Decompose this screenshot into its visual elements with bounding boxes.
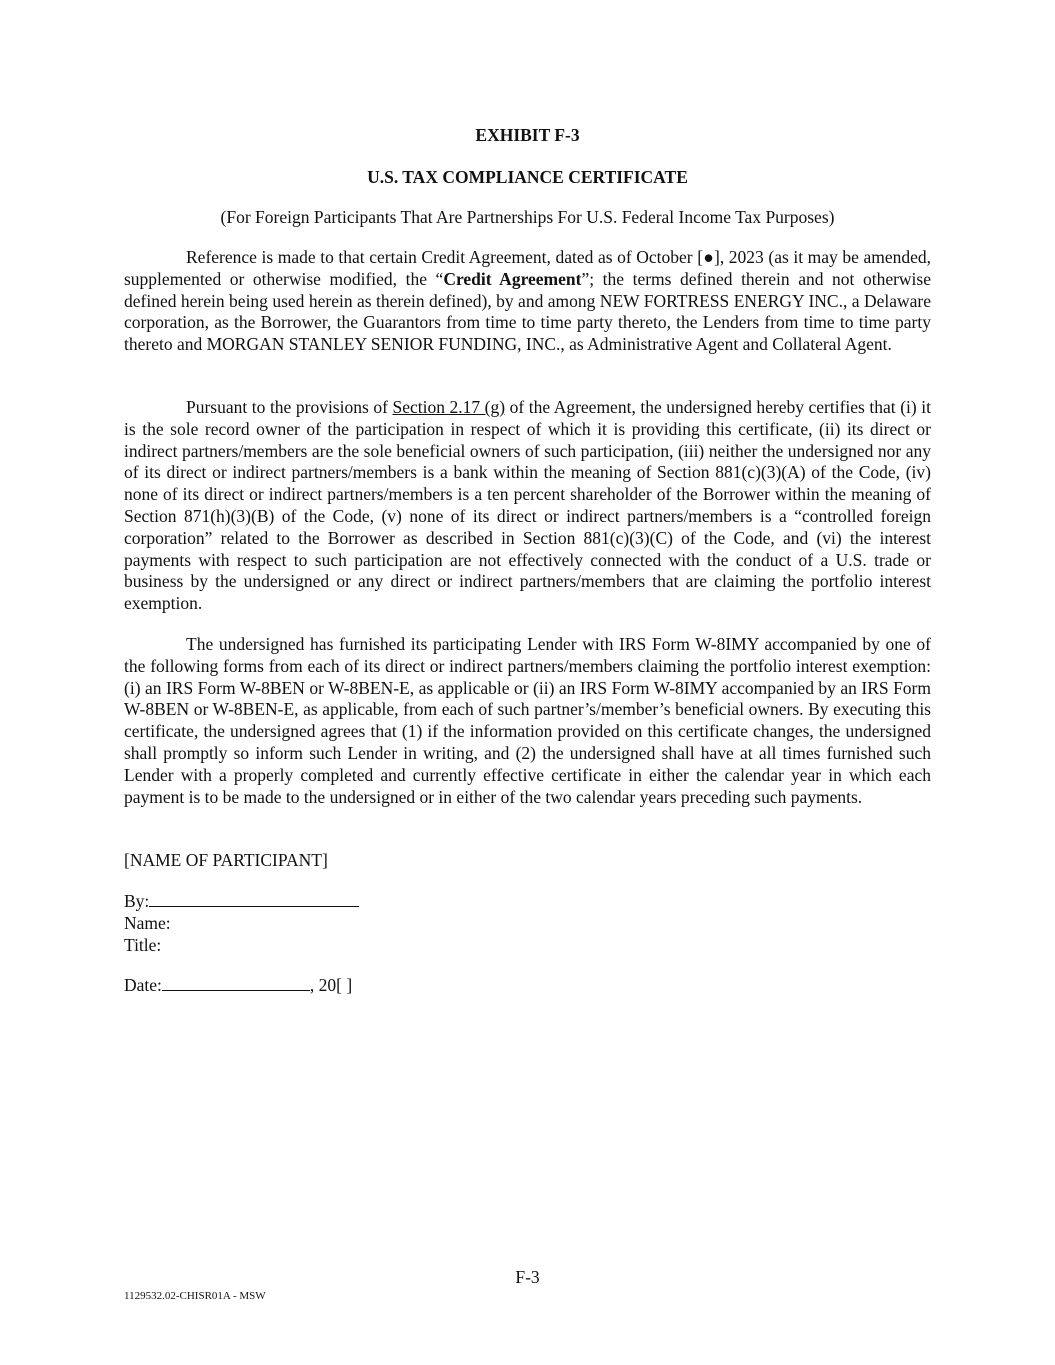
name-label: Name: bbox=[124, 913, 171, 933]
date-line bbox=[124, 974, 352, 996]
page-number: F-3 bbox=[515, 1267, 540, 1287]
by-label: By: bbox=[124, 891, 150, 911]
paragraph-certification-text-2: of the Agreement, the undersigned hereby certifies that (i) it is the sole record owner of the participation in respect of which it is providing this certificate, (ii) its direct or indirect partners/members are the sole beneficial owners of such participation, (iii) neither the undersigned nor any of its direct or indirect partners/members is a bank within the meaning of Section 881(c)(3)(A) of the Code, (iv) none of its direct or indirect partners/members is a ten percent shareholder of the Borrower within the meaning of Section 871(h)(3)(B) of the Code, (v) none of its direct or indirect partners/members is a “controlled foreign corporation” related to the Borrower as described in Section 881(c)(3)(C) of the Code, and (vi) the interest payments with respect to such participation are not effectively connected with the conduct of a U.S. trade or business by the undersigned or any direct or indirect partners/members that are claiming the portfolio interest exemption. bbox=[124, 397, 931, 614]
credit-agreement-defined-term: Credit Agreement bbox=[443, 268, 582, 289]
participant-name-placeholder: [NAME OF PARTICIPANT] bbox=[124, 850, 328, 870]
date-year-suffix: , 20[ ] bbox=[309, 975, 353, 995]
paragraph-forms: The undersigned has furnished its participating Lender with IRS Form W-8IMY accompanied by one of the following forms from each of its direct or indirect partners/members claiming the portfolio interest exemption: (i) an IRS Form W-8BEN or W-8BEN-E, as applicable or (ii) an IRS Form W-8IMY accompanied by an IRS Form W-8BEN or W-8BEN-E, as applicable, from each of such partner’s/member’s beneficial owners. By executing this certificate, the undersigned agrees that (1) if the information provided on this certificate changes, the undersigned shall promptly so inform such Lender in writing, and (2) the undersigned shall have at all times furnished such Lender with a properly completed and currently effective certificate in either the calendar year in which each payment is to be made to the undersigned or in either of the two calendar years preceding such payments. bbox=[124, 634, 931, 807]
signature-block bbox=[124, 890, 359, 956]
date-field[interactable] bbox=[162, 974, 310, 991]
signature-name-line bbox=[124, 912, 359, 934]
paragraph-certification-text-1: Pursuant to the provisions of bbox=[186, 397, 393, 417]
signature-title-line bbox=[124, 934, 359, 956]
section-reference-link: Section 2.17 (g) bbox=[392, 397, 506, 417]
by-signature-field[interactable] bbox=[149, 890, 359, 907]
signature-by-line bbox=[124, 890, 359, 912]
paragraph-reference bbox=[124, 247, 931, 356]
paragraph-reference-text-1: Reference is made to that certain Credit Agreement, dated as of October [●], 2023 (as it may be amended, supplemented or otherwise modified, the “ bbox=[124, 247, 931, 289]
paragraph-reference-text-2: ”; the terms defined therein and not otherwise defined herein being used herein as therein defined), by and among NEW FORTRESS ENERGY INC., a Delaware corporation, as the Borrower, the Guarantors from time to time party thereto, the Lenders from time to time party thereto and MORGAN STANLEY SENIOR FUNDING, INC., as Administrative Agent and Collateral Agent. bbox=[124, 268, 931, 355]
certificate-subtitle: (For Foreign Participants That Are Partnerships For U.S. Federal Income Tax Purposes) bbox=[220, 207, 835, 227]
certificate-title: U.S. TAX COMPLIANCE CERTIFICATE bbox=[367, 167, 688, 187]
title-label: Title: bbox=[124, 935, 162, 955]
exhibit-heading: EXHIBIT F-3 bbox=[475, 125, 580, 145]
document-id: 1129532.02-CHISR01A - MSW bbox=[124, 1290, 266, 1302]
paragraph-certification bbox=[124, 397, 931, 615]
date-label: Date: bbox=[124, 975, 162, 995]
